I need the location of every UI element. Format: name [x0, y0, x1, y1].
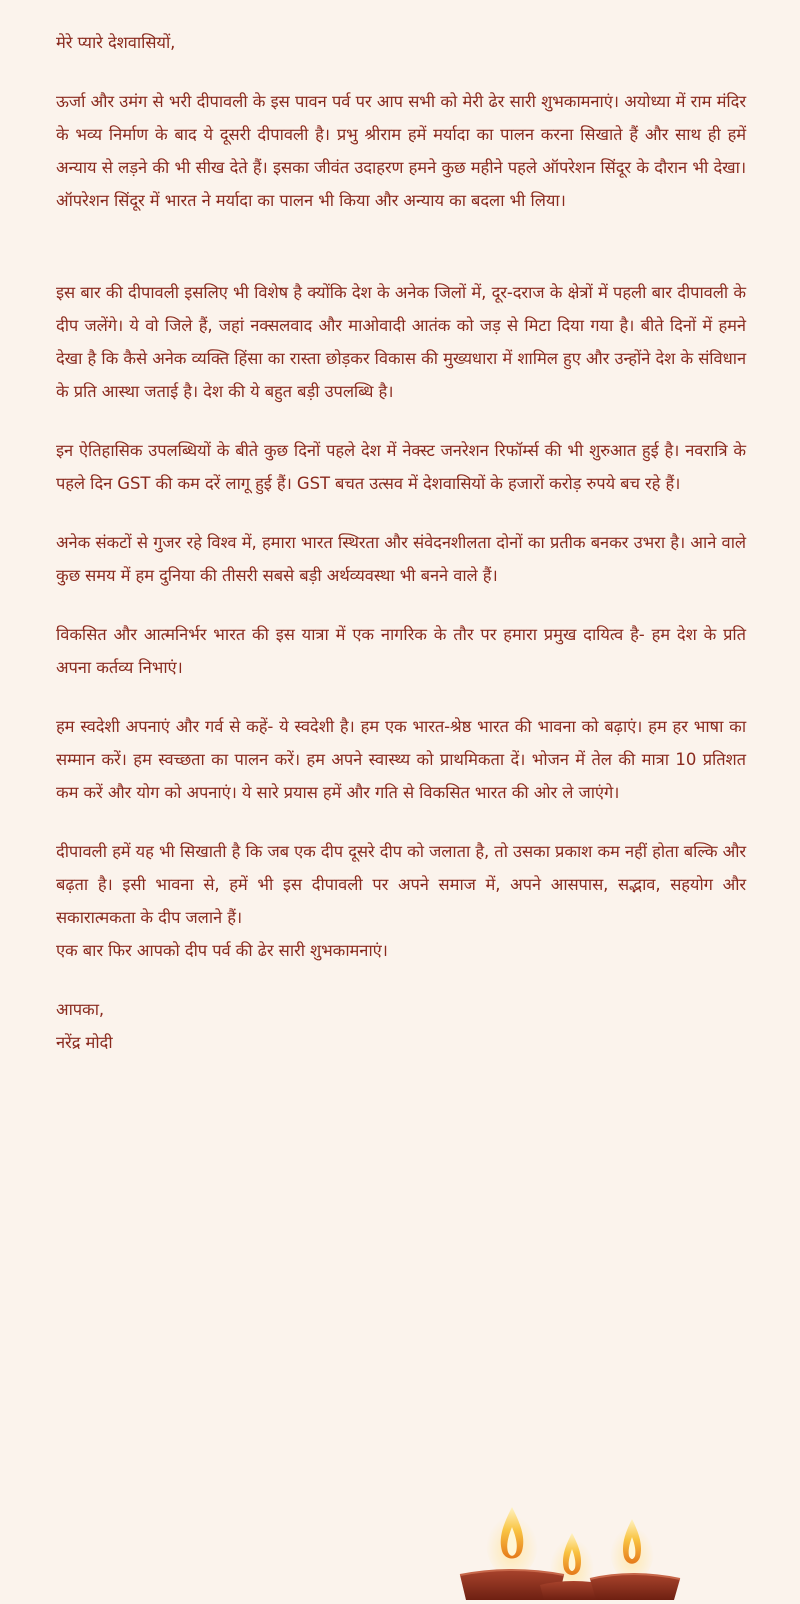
letter-paragraph-6: हम स्वदेशी अपनाएं और गर्व से कहें- ये स्वदेशी है। हम एक भारत-श्रेष्ठ भारत की भावना को बढ़ाएं। हम हर भाषा का सम्मान करें। हम स्वच्छता का पालन करें। हम अपने स्वास्थ्य को प्राथमिकता दें। भोजन में तेल की मात्रा 10 प्रतिशत कम करें और योग को अपनाएं। ये सारे प्रयास हमें और गति से विकसित भारत की ओर ले जाएंगे। — [56, 717, 746, 802]
signature: नरेंद्र मोदी — [56, 1033, 113, 1052]
diya-lamps-icon — [440, 1505, 800, 1600]
closing-salutation: आपका, — [56, 1000, 105, 1019]
letter-paragraph-5: विकसित और आत्मनिर्भर भारत की इस यात्रा में एक नागरिक के तौर पर हमारा प्रमुख दायित्व है- हम देश के प्रति अपना कर्तव्य निभाएं। — [56, 625, 746, 677]
letter-paragraph-1: ऊर्जा और उमंग से भरी दीपावली के इस पावन पर्व पर आप सभी को मेरी ढेर सारी शुभकामनाएं। अयोध्या में राम मंदिर के भव्य निर्माण के बाद ये दूसरी दीपावली है। प्रभु श्रीराम हमें मर्यादा का पालन करना सिखाते हैं और साथ ही हमें अन्याय से लड़ने की भी सीख देते हैं। इसका जीवंत उदाहरण हमने कुछ महीने पहले ऑपरेशन सिंदूर के दौरान भी देखा। ऑपरेशन सिंदूर में भारत ने मर्यादा का पालन भी किया और अन्याय का बदला भी लिया। — [56, 92, 746, 210]
letter-body — [56, 26, 746, 1059]
letter-paragraph-7: दीपावली हमें यह भी सिखाती है कि जब एक दीप दूसरे दीप को जलाता है, तो उसका प्रकाश कम नहीं होता बल्कि और बढ़ता है। इसी भावना से, हमें भी इस दीपावली पर अपने समाज में, अपने आसपास, सद्भाव, सहयोग और सकारात्मकता के दीप जलाने हैं। — [56, 842, 746, 927]
letter-closing — [56, 993, 746, 1059]
letter-paragraph-2: इस बार की दीपावली इसलिए भी विशेष है क्योंकि देश के अनेक जिलों में, दूर-दराज के क्षेत्रों में पहली बार दीपावली के दीप जलेंगे। ये वो जिले हैं, जहां नक्सलवाद और माओवादी आतंक को जड़ से मिटा दिया गया है। बीते दिनों में हमने देखा है कि कैसे अनेक व्यक्ति हिंसा का रास्ता छोड़कर विकास की मुख्यधारा में शामिल हुए और उन्होंने देश के संविधान के प्रति आस्था जताई है। देश की ये बहुत बड़ी उपलब्धि है। — [56, 283, 746, 401]
letter-paragraph-4: अनेक संकटों से गुजर रहे विश्व में, हमारा भारत स्थिरता और संवेदनशीलता दोनों का प्रतीक बनकर उभरा है। आने वाले कुछ समय में हम दुनिया की तीसरी सबसे बड़ी अर्थव्यवस्था भी बनने वाले हैं। — [56, 533, 746, 585]
letter-greeting: मेरे प्यारे देशवासियों, — [56, 33, 176, 52]
letter-paragraph-3: इन ऐतिहासिक उपलब्धियों के बीते कुछ दिनों पहले देश में नेक्स्ट जनरेशन रिफॉर्म्स की भी शुरुआत हुई है। नवरात्रि के पहले दिन GST की कम दरें लागू हुई हैं। GST बचत उत्सव में देशवासियों के हजारों करोड़ रुपये बच रहे हैं। — [56, 441, 746, 493]
letter-paragraph-8: एक बार फिर आपको दीप पर्व की ढेर सारी शुभकामनाएं। — [56, 941, 388, 960]
